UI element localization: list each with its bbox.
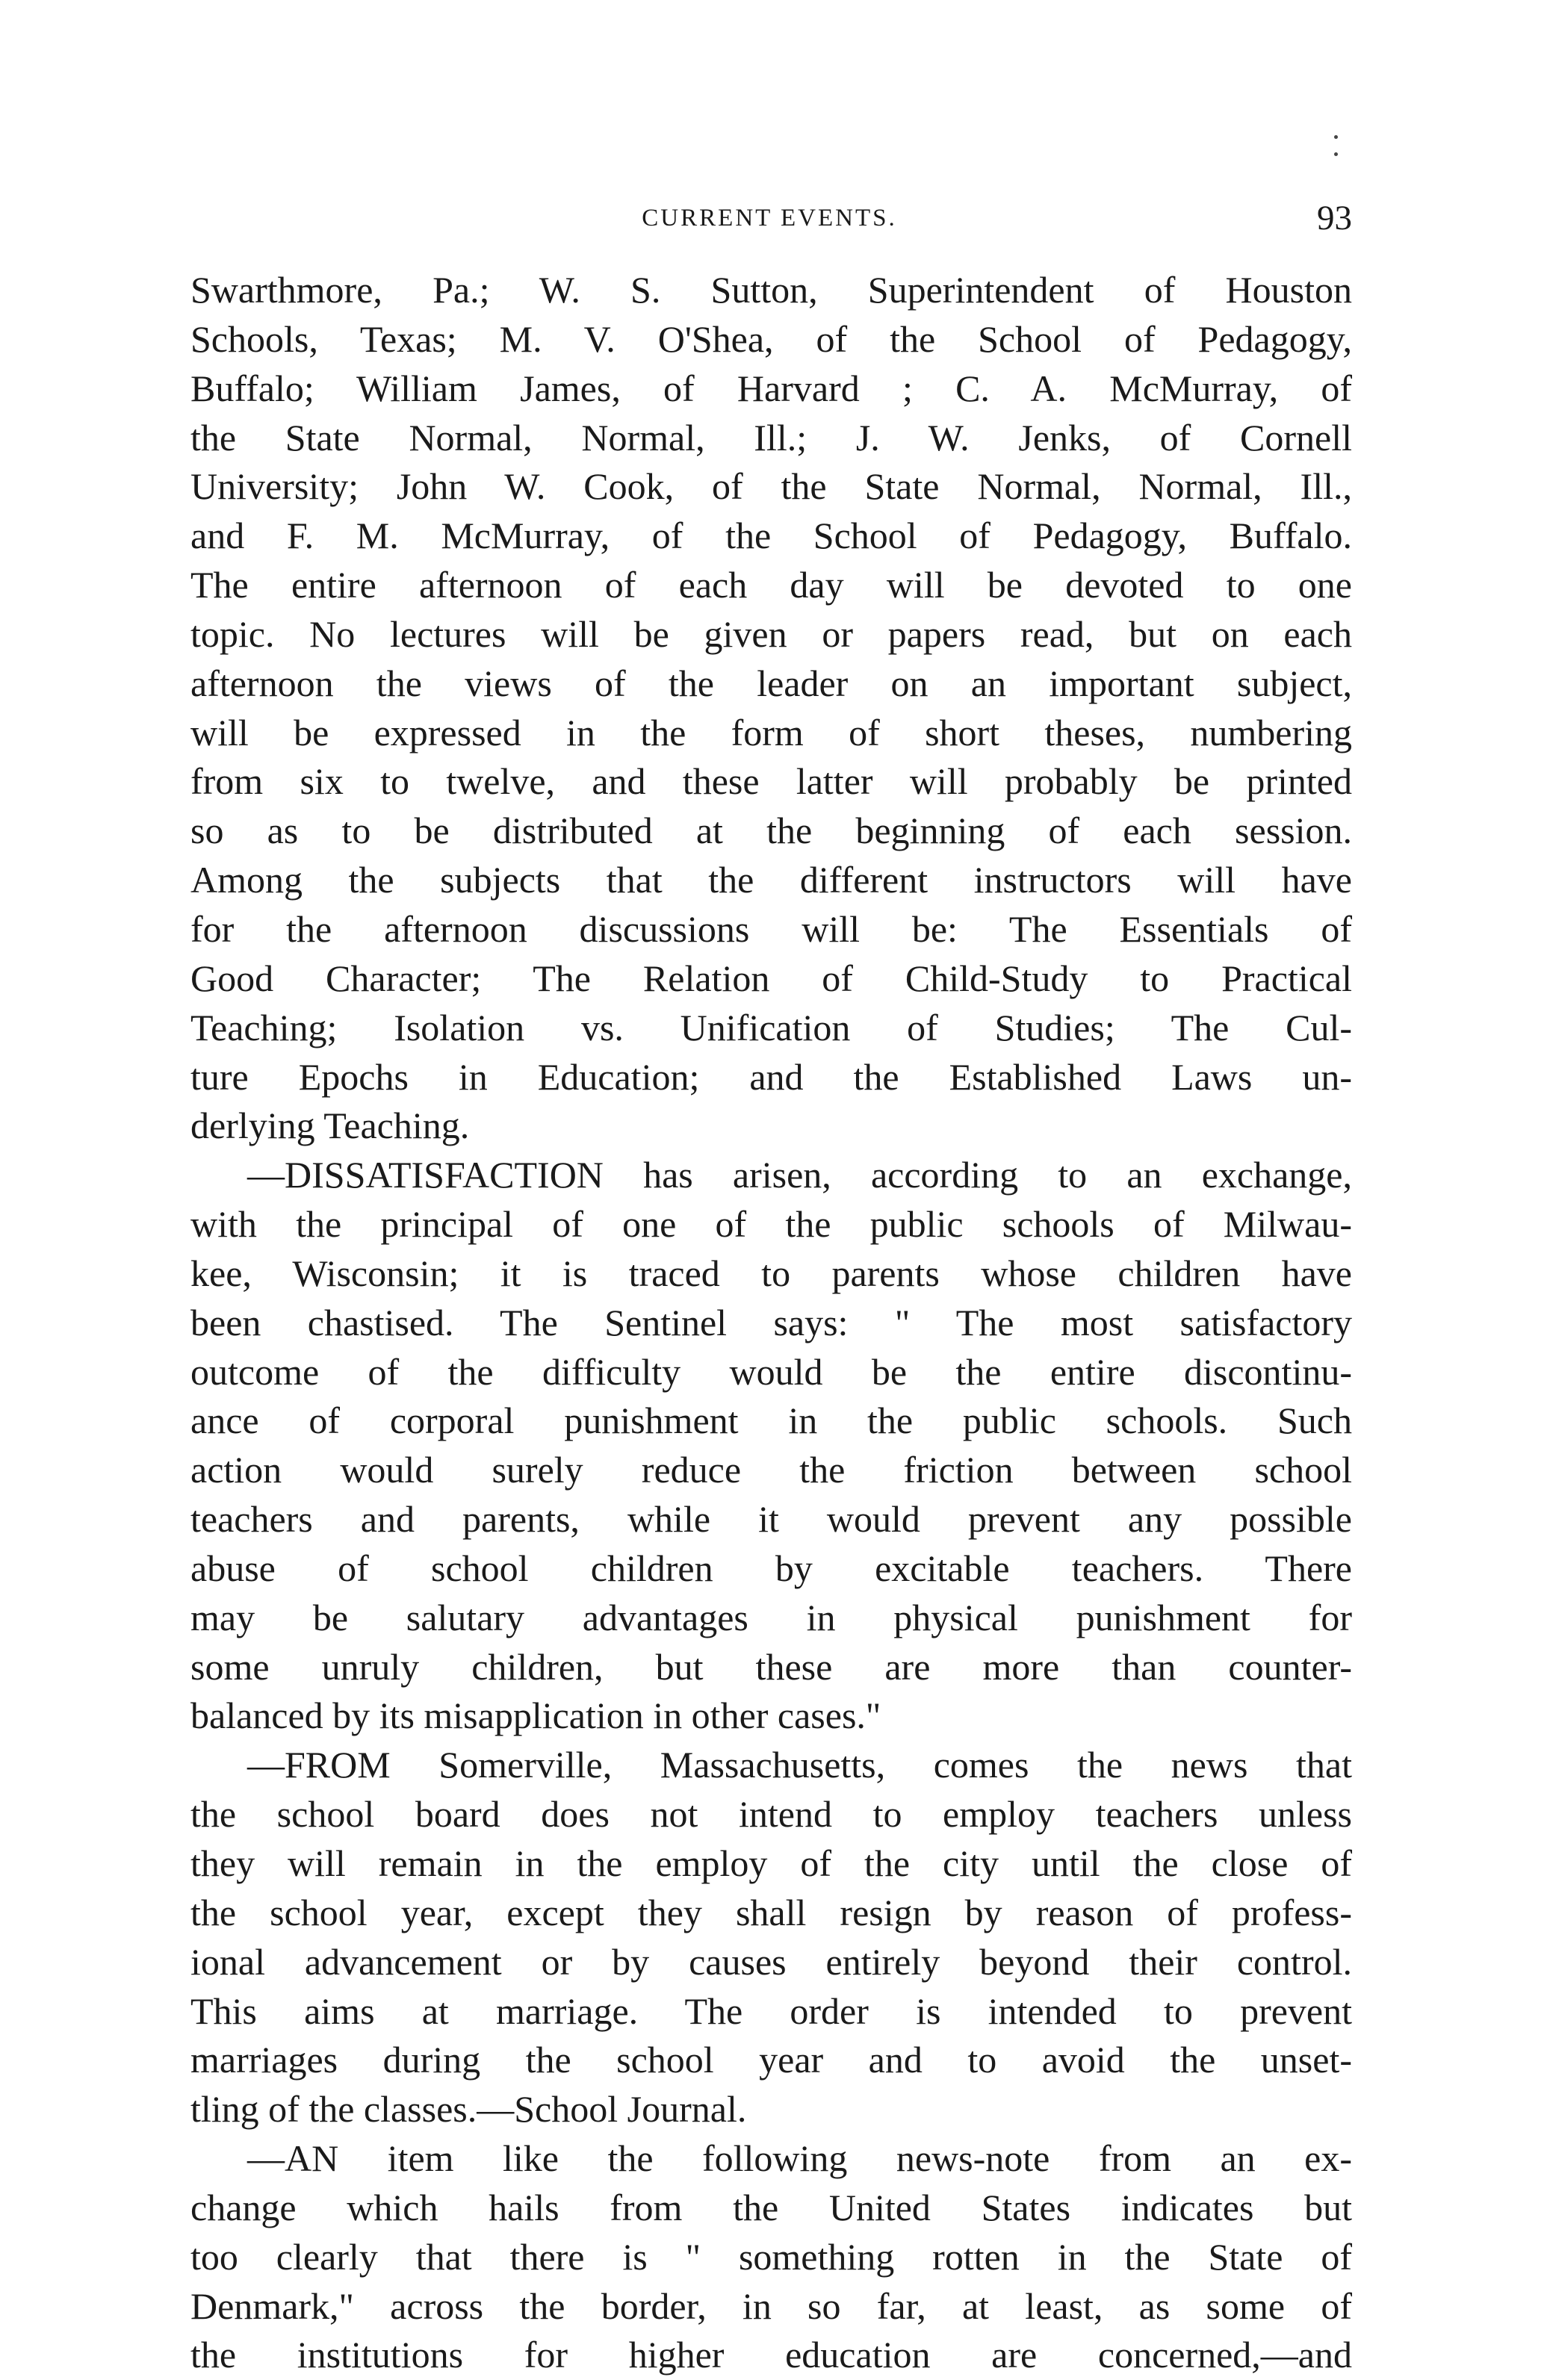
text-line: outcome of the difficulty would be the entire discontinu- — [190, 1350, 1352, 1393]
text-line: tling of the classes.—School Journal. — [190, 2088, 747, 2131]
text-line: the institutions for higher education are concerned,—and — [190, 2334, 1352, 2376]
text-line: The entire afternoon of each day will be devoted to one — [190, 564, 1352, 606]
text-line: ional advancement or by causes entirely beyond their control. — [190, 1940, 1352, 1983]
text-line: Denmark," across the border, in so far, at least, as some of — [190, 2284, 1352, 2327]
text-line: will be expressed in the form of short theses, numbering — [190, 711, 1352, 754]
text-line: the school board does not intend to employ teachers unless — [190, 1793, 1352, 1836]
text-line: action would surely reduce the friction between school — [190, 1449, 1352, 1491]
text-line: derlying Teaching. — [190, 1104, 470, 1147]
text-line: topic. No lectures will be given or papers read, but on each — [190, 612, 1352, 655]
paragraph-start-line: —DISSATISFACTION has arisen, according to an exchange, — [247, 1154, 1352, 1196]
text-line: Among the subjects that the different instructors will have — [190, 859, 1352, 901]
corner-mark-bottom-dot — [1334, 152, 1338, 156]
text-line: some unruly children, but these are more than counter- — [190, 1645, 1352, 1688]
text-line: ance of corporal punishment in the public schools. Such — [190, 1399, 1352, 1442]
running-title: CURRENT EVENTS. — [642, 205, 897, 232]
text-line: marriages during the school year and to avoid the unset- — [190, 2039, 1352, 2081]
text-line: for the afternoon discussions will be: The Essentials of — [190, 907, 1352, 950]
corner-mark-top-dot — [1334, 135, 1338, 139]
text-line: may be salutary advantages in physical punishment for — [190, 1596, 1352, 1638]
text-line: from six to twelve, and these latter will probably be printed — [190, 760, 1352, 803]
text-line: Swarthmore, Pa.; W. S. Sutton, Superintendent of Houston — [190, 269, 1352, 311]
text-line: ture Epochs in Education; and the Established Laws un- — [190, 1055, 1352, 1098]
text-line: they will remain in the employ of the city until the close of — [190, 1842, 1352, 1884]
text-line: University; John W. Cook, of the State Normal, Normal, Ill., — [190, 465, 1352, 508]
text-line: Teaching; Isolation vs. Unification of Studies; The Cul- — [190, 1006, 1352, 1048]
paragraph-start-line: —FROM Somerville, Massachusetts, comes the news that — [247, 1744, 1352, 1786]
text-line: with the principal of one of the public schools of Milwau- — [190, 1203, 1352, 1246]
text-line: This aims at marriage. The order is intended to prevent — [190, 1989, 1352, 2032]
body-text — [190, 266, 1352, 2380]
text-line: Schools, Texas; M. V. O'Shea, of the School of Pedagogy, — [190, 317, 1352, 360]
text-line: the State Normal, Normal, Ill.; J. W. Jenks, of Cornell — [190, 416, 1352, 459]
text-line: and F. M. McMurray, of the School of Pedagogy, Buffalo. — [190, 515, 1352, 557]
text-line: Buffalo; William James, of Harvard ; C. A. McMurray, of — [190, 367, 1352, 409]
text-line: so as to be distributed at the beginning of each session. — [190, 810, 1352, 852]
text-line: balanced by its misapplication in other cases." — [190, 1694, 881, 1737]
text-line: kee, Wisconsin; it is traced to parents whose children have — [190, 1252, 1352, 1294]
text-line: the school year, except they shall resign by reason of profess- — [190, 1891, 1352, 1933]
text-line: change which hails from the United States indicates but — [190, 2186, 1352, 2228]
text-line: afternoon the views of the leader on an important subject, — [190, 662, 1352, 704]
text-line: abuse of school children by excitable teachers. There — [190, 1547, 1352, 1589]
text-line: been chastised. The Sentinel says: " The most satisfactory — [190, 1301, 1352, 1343]
page-number: 93 — [1317, 199, 1352, 237]
text-line: too clearly that there is " something rotten in the State of — [190, 2235, 1352, 2278]
text-line: teachers and parents, while it would prevent any possible — [190, 1498, 1352, 1541]
paragraph-start-line: —AN item like the following news-note from an ex- — [247, 2137, 1352, 2180]
running-head — [187, 196, 1352, 240]
text-line: Good Character; The Relation of Child-Study to Practical — [190, 957, 1352, 999]
